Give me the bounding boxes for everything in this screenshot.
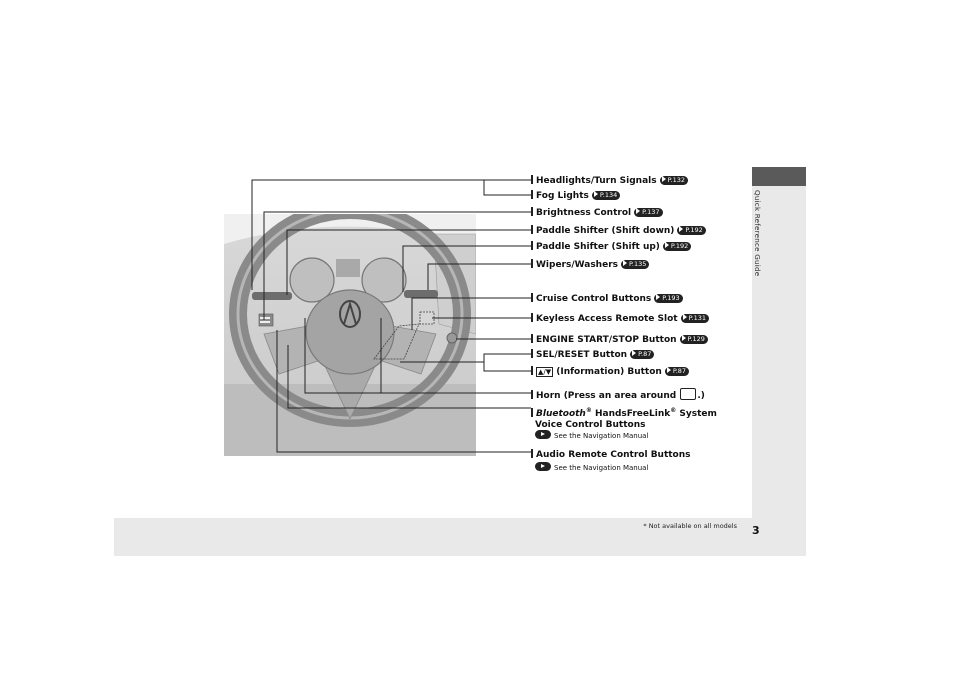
- page-ref-link[interactable]: P.131: [681, 314, 709, 323]
- callout-cruise-control: Cruise Control Buttons P.193: [531, 293, 683, 305]
- page-ref-link[interactable]: P.134: [592, 191, 620, 200]
- page-ref-link[interactable]: P.193: [654, 294, 682, 303]
- page-ref-link[interactable]: P.132: [660, 176, 688, 185]
- callout-bluetooth-voice: Bluetooth® HandsFreeLink® System Voice Control Buttons: [531, 405, 717, 431]
- page-ref-link[interactable]: P.192: [663, 242, 691, 251]
- page-ref-link[interactable]: P.129: [680, 335, 708, 344]
- side-tab-indicator: [752, 167, 806, 186]
- callout-keyless-access-slot: Keyless Access Remote Slot P.131: [531, 313, 709, 325]
- footnote: * Not available on all models: [643, 522, 737, 530]
- callout-paddle-shift-down: Paddle Shifter (Shift down) P.192: [531, 225, 706, 237]
- page-ref-link[interactable]: P.87: [665, 367, 689, 376]
- callout-engine-start-stop: ENGINE START/STOP Button P.129: [531, 334, 708, 346]
- nav-reference-icon: [535, 430, 551, 439]
- steering-wheel-illustration: [224, 214, 476, 456]
- callout-wipers-washers: Wipers/Washers P.135: [531, 259, 649, 271]
- page-ref-link[interactable]: P.137: [634, 208, 662, 217]
- callout-sel-reset: SEL/RESET Button P.87: [531, 349, 654, 361]
- callout-brightness-control: Brightness Control P.137: [531, 207, 663, 219]
- callout-fog-lights: Fog Lights P.134: [531, 190, 620, 202]
- nav-reference-icon: [535, 462, 551, 471]
- page-ref-link[interactable]: P.192: [677, 226, 705, 235]
- callout-paddle-shift-up: Paddle Shifter (Shift up) P.192: [531, 241, 691, 253]
- page-ref-link[interactable]: P.87: [630, 350, 654, 359]
- page-number: 3: [752, 524, 760, 537]
- side-section-label: [748, 190, 770, 300]
- callout-information-button: ▲/▼ (Information) Button P.87: [531, 366, 689, 378]
- side-section-label-text: Quick Reference Guide: [753, 190, 762, 277]
- page-ref-link[interactable]: P.135: [621, 260, 649, 269]
- callout-headlights-turn-signals: Headlights/Turn Signals P.132: [531, 175, 688, 187]
- horn-icon: [680, 388, 696, 400]
- nav-manual-note: See the Navigation Manual: [535, 430, 648, 440]
- callout-audio-remote: Audio Remote Control Buttons: [531, 449, 691, 461]
- callout-horn: Horn (Press an area around .): [531, 388, 705, 402]
- nav-manual-note: See the Navigation Manual: [535, 462, 648, 472]
- up-down-key-icon: ▲/▼: [538, 368, 552, 376]
